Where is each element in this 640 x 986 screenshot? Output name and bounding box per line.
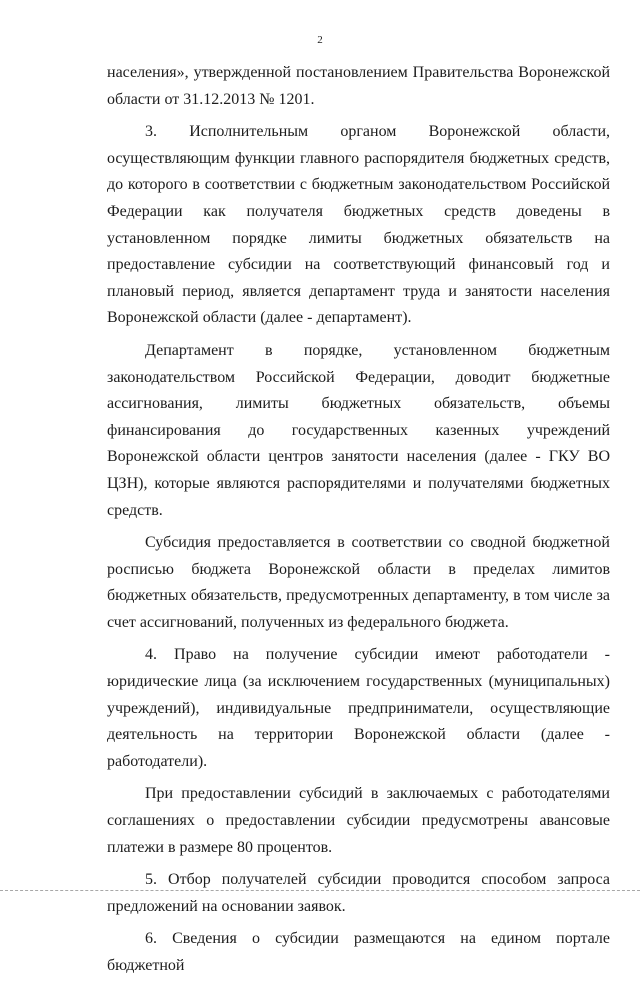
paragraph-advance-payments: При предоставлении субсидий в заключаемых с работодателями соглашениях о предоставлении субсидии предусмотрены авансовые платежи в размере 80 процентов. — [107, 785, 610, 856]
scan-edge-divider — [0, 890, 640, 891]
paragraph-item-3: 3. Исполнительным органом Воронежской области, осуществляющим функции главного распорядителя бюджетных средств, до которого в соответствии с бюджетным законодательством Российской Федерации как получателя бюджетных средств доведены в установленном порядке лимиты бюджетных обязательств на предоставление субсидии на соответствующий финансовый год и плановый период, является департамент труда и занятости населения Воронежской области (далее - департамент). — [107, 123, 610, 327]
paragraph-item-5: 5. Отбор получателей субсидии проводится способом запроса предложений на основании заявок. — [107, 871, 610, 915]
paragraph-item-4: 4. Право на получение субсидии имеют работодатели - юридические лица (за исключением государственных (муниципальных) учреждений), индивидуальные предприниматели, осуществляющие деятельность на территории Воронежской области (далее - работодатели). — [107, 646, 610, 770]
page-number: 2 — [317, 34, 323, 46]
paragraph-subsidy-budget: Субсидия предоставляется в соответствии со сводной бюджетной росписью бюджета Воронежской области в пределах лимитов бюджетных обязательств, предусмотренных департаменту, в том числе за счет ассигнований, полученных из федерального бюджета. — [107, 534, 610, 631]
paragraph-continuation: населения», утвержденной постановлением Правительства Воронежской области от 31.12.2013 № 1201. — [107, 64, 610, 108]
paragraph-department-procedure: Департамент в порядке, установленном бюджетным законодательством Российской Федерации, доводит бюджетные ассигнования, лимиты бюджетных обязательств, объемы финансирования до государственных казенных учреждений Воронежской области центров занятости населения (далее - ГКУ ВО ЦЗН), которые являются распорядителями и получателями бюджетных средств. — [107, 341, 610, 519]
paragraph-item-6: 6. Сведения о субсидии размещаются на едином портале бюджетной — [107, 930, 610, 974]
document-body — [107, 60, 610, 986]
